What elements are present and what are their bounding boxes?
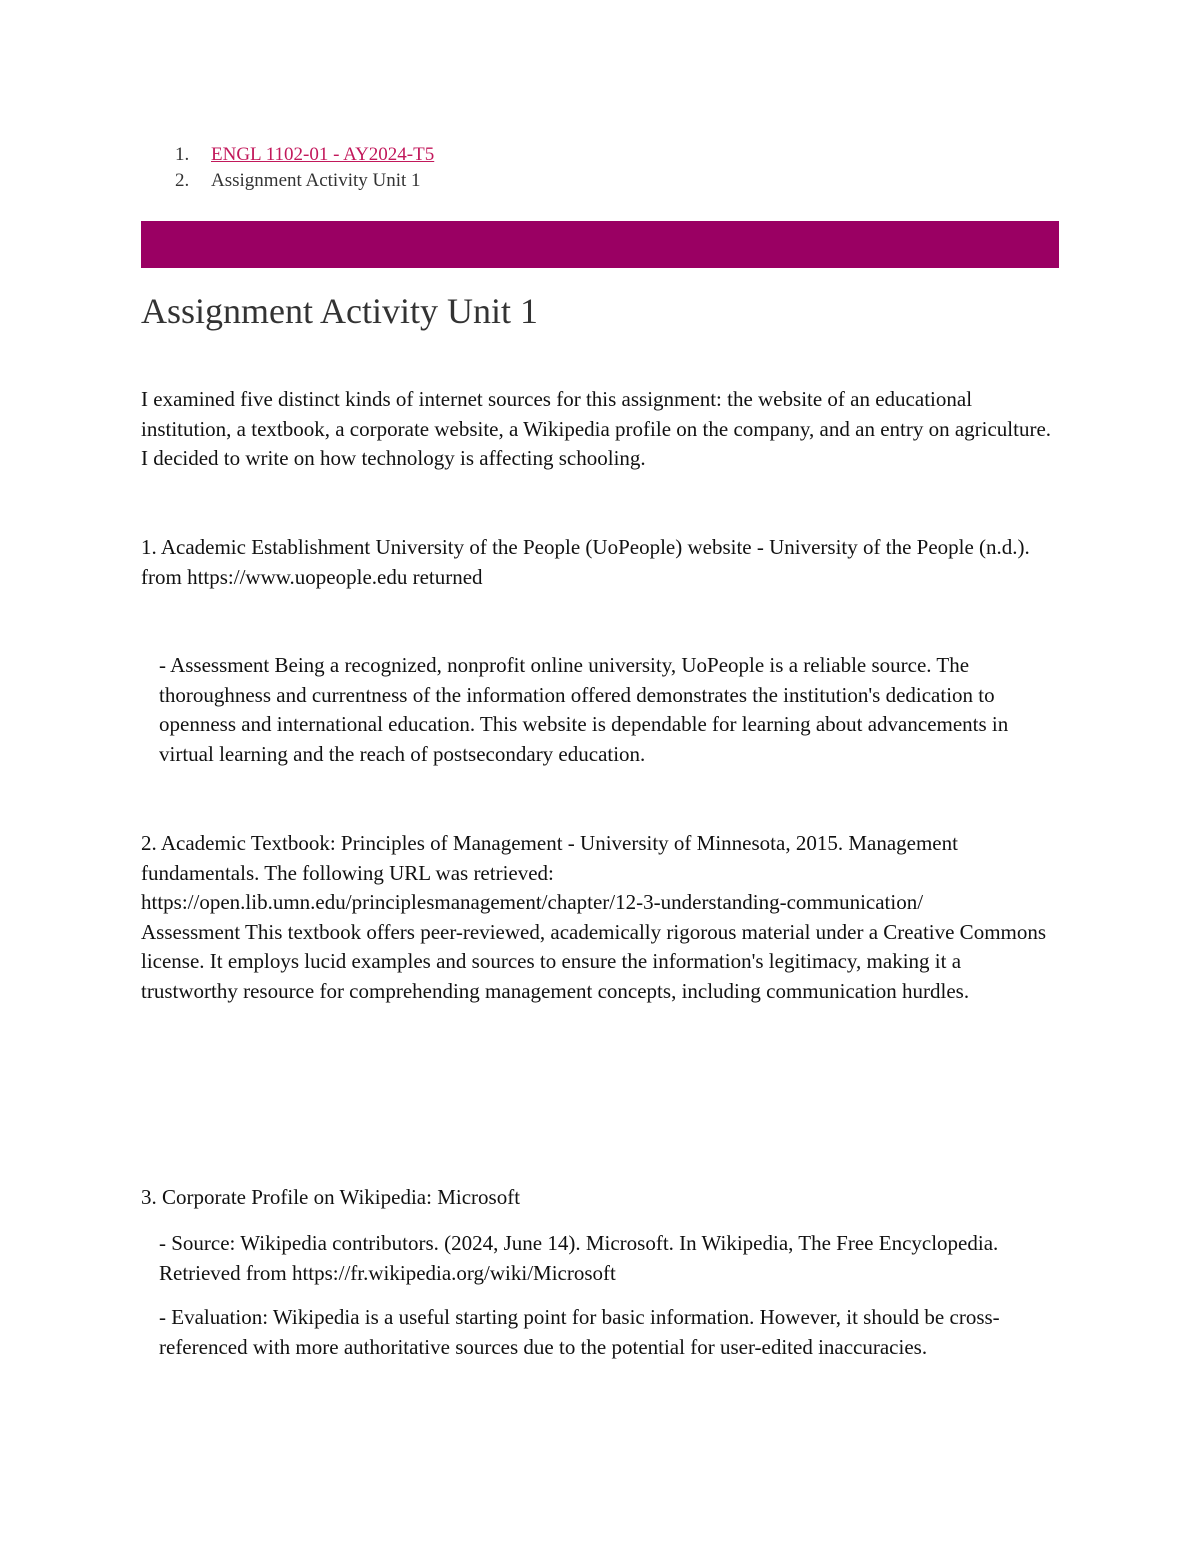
- breadcrumb-current: Assignment Activity Unit 1: [211, 170, 421, 191]
- source2-assessment: Assessment This textbook offers peer-reviewed, academically rigorous material under a Creative Commons license. It employs lucid examples and sources to ensure the information's legitimacy, making it a trustworthy resource for comprehending management concepts, including communication hurdles.: [141, 919, 1047, 1003]
- source3-source: - Source: Wikipedia contributors. (2024, June 14). Microsoft. In Wikipedia, The Free Encyclopedia. Retrieved from https://fr.wikipedia.org/wiki/Microsoft: [159, 1231, 999, 1285]
- source1-assessment-text: - Assessment Being a recognized, nonprofit online university, UoPeople is a reliable source. The thoroughness and currentness of the information offered demonstrates the institution's dedication to openness and international education. This website is dependable for learning about advancements in virtual learning and the reach of postsecondary education.: [159, 653, 1009, 766]
- breadcrumb-number: 2.: [175, 170, 190, 191]
- breadcrumb-item: [175, 168, 434, 194]
- source2-url: https://open.lib.umn.edu/principlesmanagement/chapter/12-3-understanding-communication/: [141, 890, 924, 914]
- breadcrumb-item: [175, 142, 434, 168]
- breadcrumb: [175, 142, 434, 194]
- source1-assessment: [141, 651, 1061, 769]
- intro-paragraph: I examined five distinct kinds of internet sources for this assignment: the website of an educational institution, a textbook, a corporate website, a Wikipedia profile on the company, and an entry on agriculture. I decided to write on how technology is affecting schooling.: [141, 387, 1052, 470]
- source3-evaluation: - Evaluation: Wikipedia is a useful starting point for basic information. However, it should be cross-referenced with more authoritative sources due to the potential for user-edited inaccuracies.: [159, 1305, 1000, 1359]
- source2-heading: 2. Academic Textbook: Principles of Management - University of Minnesota, 2015. Management fundamentals. The following URL was retrieved:: [141, 831, 958, 885]
- source3-heading: 3. Corporate Profile on Wikipedia: Microsoft: [141, 1185, 521, 1209]
- source2-block: [141, 829, 1061, 1006]
- header-banner: [141, 221, 1059, 268]
- source1-heading: 1. Academic Establishment University of the People (UoPeople) website - University of the People (n.d.). from https://www.uopeople.edu returned: [141, 535, 1030, 589]
- page-title: Assignment Activity Unit 1: [141, 291, 539, 331]
- breadcrumb-number: 1.: [175, 144, 190, 165]
- breadcrumb-link-course[interactable]: ENGL 1102-01 - AY2024-T5: [211, 144, 435, 165]
